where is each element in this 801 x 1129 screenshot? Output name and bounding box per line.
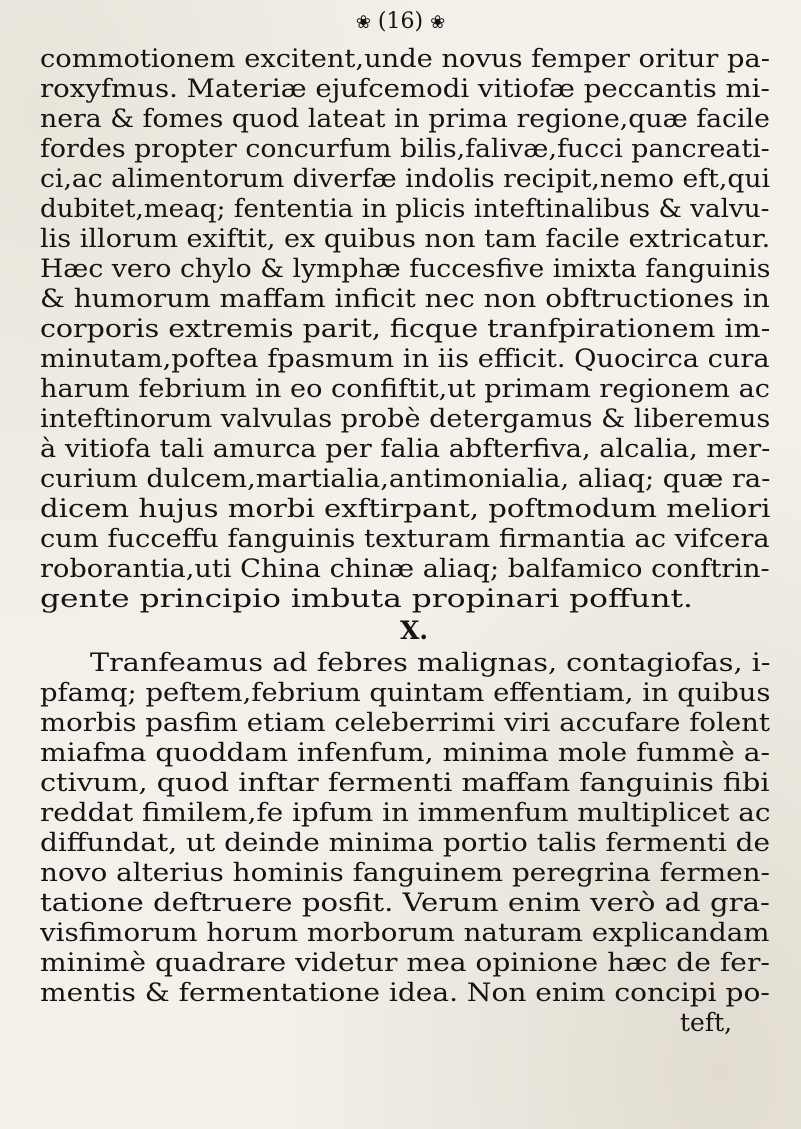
text-line: roborantia,uti China chinæ aliaq; balfamico conftrin- bbox=[40, 554, 770, 583]
text-line: & humorum maffam inficit nec non obftructiones in bbox=[40, 284, 770, 313]
ornament-left-icon: ❀ bbox=[355, 12, 371, 33]
text-line: minimè quadrare videtur mea opinione hæc de fer- bbox=[40, 948, 770, 977]
text-line: miafma quoddam infenfum, minima mole fummè a- bbox=[40, 738, 771, 767]
text-line: nera & fomes quod lateat in prima regione,quæ facile bbox=[40, 104, 770, 133]
section-number: X. bbox=[400, 616, 429, 645]
text-line: Tranfeamus ad febres malignas, contagiofas, i- bbox=[90, 648, 771, 677]
text-line: tatione deftruere posfit. Verum enim verò ad gra- bbox=[40, 888, 770, 917]
text-line: ctivum, quod inftar fermenti maffam fanguinis fibi bbox=[40, 768, 770, 797]
text-line: Hæc vero chylo & lymphæ fuccesfive imixta fanguinis bbox=[40, 254, 771, 283]
ornament-right-icon: ❀ bbox=[430, 12, 446, 33]
text-line: diffundat, ut deinde minima portio talis fermenti de bbox=[40, 828, 771, 857]
text-line: curium dulcem,martialia,antimonialia, aliaq; quæ ra- bbox=[40, 464, 771, 493]
text-line: dicem hujus morbi exftirpant, poftmodum meliori bbox=[40, 494, 771, 523]
text-line: inteftinorum valvulas probè detergamus & liberemus bbox=[40, 404, 771, 433]
text-line: dubitet,meaq; fententia in plicis inteftinalibus & valvu- bbox=[40, 194, 770, 223]
text-line: morbis pasfim etiam celeberrimi viri accufare folent bbox=[40, 708, 770, 737]
page-header bbox=[0, 8, 801, 37]
text-line: fordes propter concurfum bilis,falivæ,fucci pancreati- bbox=[40, 134, 770, 163]
text-line: roxyfmus. Materiæ ejufcemodi vitiofæ peccantis mi- bbox=[40, 74, 770, 103]
text-line: gente principio imbuta propinari poffunt. bbox=[40, 584, 693, 613]
text-line: commotionem excitent,unde novus femper oritur pa- bbox=[40, 44, 770, 73]
text-line: à vitiofa tali amurca per falia abfterfiva, alcalia, mer- bbox=[40, 434, 771, 463]
text-line: cum fucceffu fanguinis texturam firmantia ac vifcera bbox=[40, 524, 770, 553]
text-line: visfimorum horum morborum naturam explicandam bbox=[40, 918, 770, 947]
text-line: pfamq; peftem,febrium quintam effentiam, in quibus bbox=[40, 678, 771, 707]
catchword: teft, bbox=[680, 1008, 733, 1037]
text-line: novo alterius hominis fanguinem peregrina fermen- bbox=[40, 858, 770, 887]
text-line: lis illorum exiftit, ex quibus non tam facile extricatur. bbox=[40, 224, 771, 253]
text-line: ci,ac alimentorum diverfæ indolis recipit,nemo eft,qui bbox=[40, 164, 771, 193]
page-number: (16) bbox=[377, 9, 424, 34]
text-line: harum febrium in eo confiftit,ut primam regionem ac bbox=[40, 374, 770, 403]
text-line: corporis extremis parit, ficque tranfpirationem im- bbox=[40, 314, 771, 343]
text-line: minutam,poftea fpasmum in iis efficit. Quocirca cura bbox=[40, 344, 770, 373]
text-line: mentis & fermentatione idea. Non enim concipi po- bbox=[40, 978, 770, 1007]
text-line: reddat fimilem,fe ipfum in immenfum multiplicet ac bbox=[40, 798, 771, 827]
